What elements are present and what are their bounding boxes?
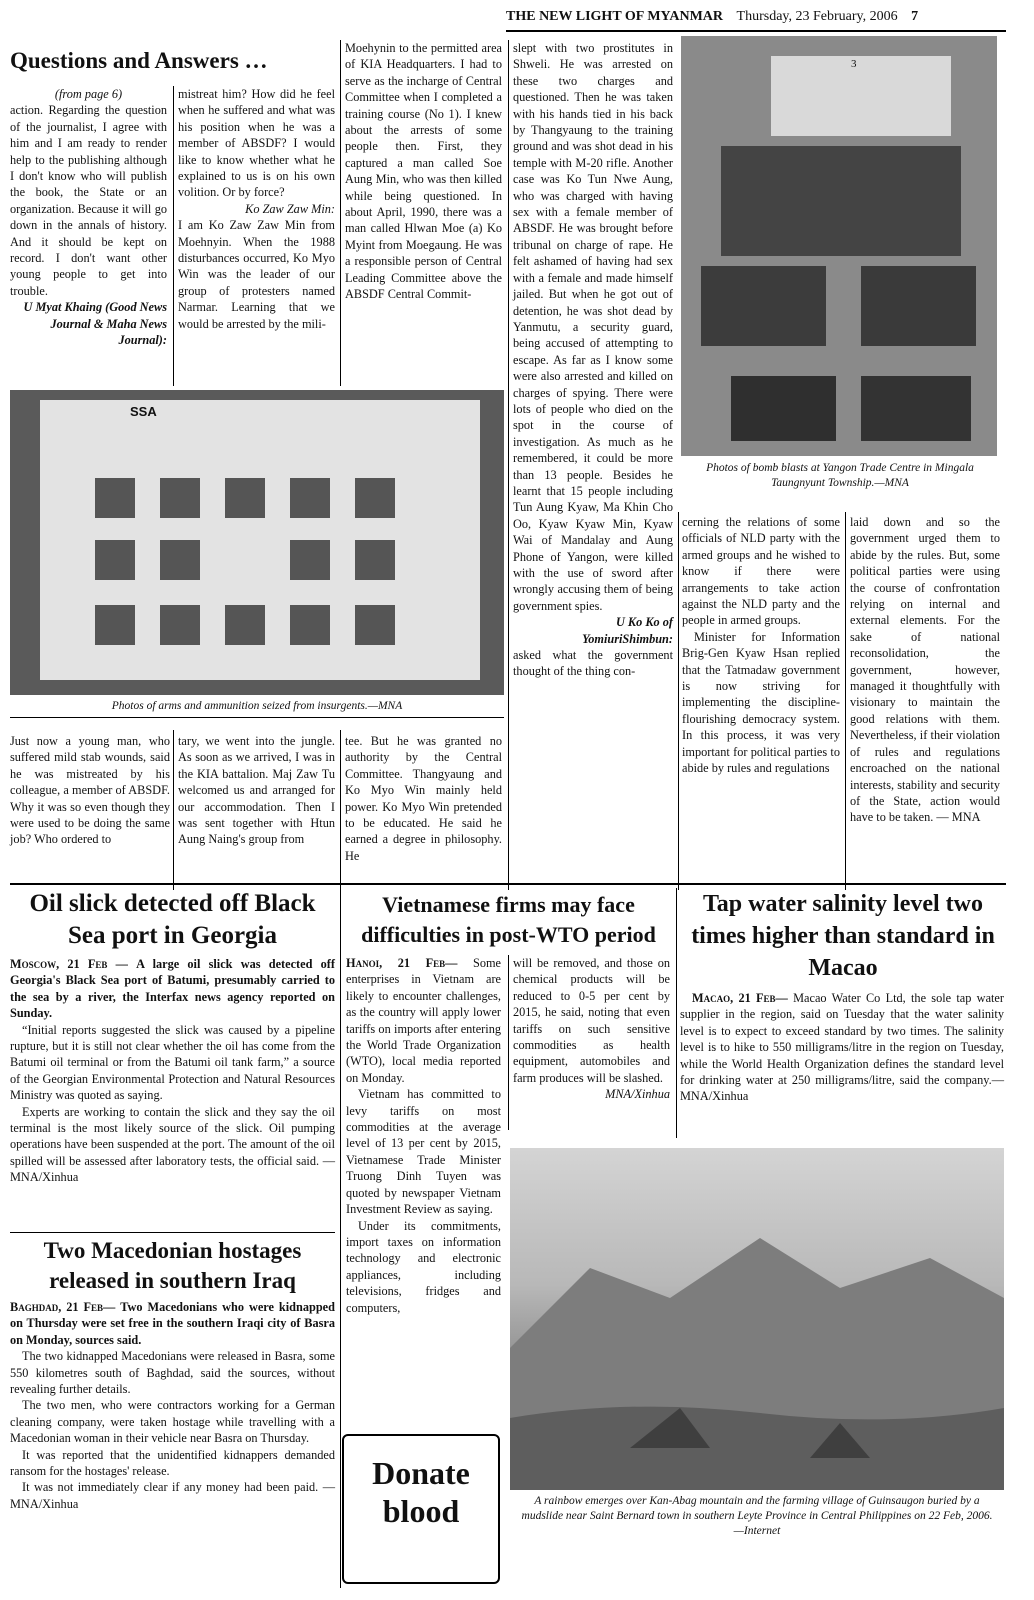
dateline: Baghdad, 21 Feb—	[10, 1300, 116, 1314]
masthead	[506, 8, 1006, 26]
qa-column-9	[850, 514, 1000, 826]
story-paragraph: Experts are working to contain the slick and they say the oil terminal is the most likely source of the slick. Oil pumping operations have been suspended at the port. The amount of the oil spilled will be assessed after laboratory tests, the official said. —MNA/Xinhua	[10, 1104, 335, 1185]
photo-print	[701, 266, 826, 346]
qa-column-8	[682, 514, 840, 777]
column-rule	[340, 40, 341, 386]
qa-paragraph: action. Regarding the question of the journalist, I agree with him and I am ready to render help to the publishing although I don't know who will publish the book, the State or an organization. Because it will go down in the annals of history. And it should be kept on record. I don't want other young people to get into trouble.	[10, 103, 167, 298]
lead-text: A large oil slick was detected off Georgia's Black Sea port of Batumi, presumably carried to the sea by a river, the Interfax news agency reported on Sunday.	[10, 957, 335, 1021]
photo-board	[40, 400, 480, 680]
oil-story	[10, 956, 335, 1186]
photo-board	[771, 56, 951, 136]
photo-print	[861, 266, 976, 346]
dateline: Hanoi, 21 Feb—	[346, 956, 458, 970]
column-rule	[173, 730, 174, 890]
credit: MNA/Xinhua	[605, 1087, 670, 1102]
qa-column-1	[10, 86, 167, 349]
viet-headline: Vietnamese firms may face difficulties in post-WTO period	[361, 892, 656, 947]
story-paragraph: The two men, who were contractors working for a German cleaning company, were taken hostage while travelling with a Macedonian woman in their vehicle near Basra on Thursday.	[10, 1398, 335, 1446]
qa-paragraph: tee. But he was granted no authority by the Central Committee. Thangyaung and Ko Myo Win mainly held power. Ko Myo Win pretended to be educated. He said he earned a degree in philosophy. He	[345, 734, 502, 863]
donate-line-1: Donate	[372, 1455, 470, 1491]
column-rule	[340, 888, 341, 1588]
speaker-label: U Ko Ko of YomiuriShimbun:	[582, 615, 673, 646]
column-rule	[845, 512, 846, 890]
photo-print	[721, 146, 961, 256]
qa-paragraph: mistreat him? How did he feel when he suffered and what was his position when he was a member of ABSDF? I would like to know whether what he explained to us is on his own volition. Or by force?	[178, 87, 335, 200]
rainbow-photo-caption: A rainbow emerges over Kan-Abag mountain and the farming village of Guinsaugon buried by a mudslide near Saint Bernard town in southern Leyte Province in Central Philippines on 22 Feb, 2006. —Internet	[521, 1495, 993, 1537]
qa-column-6	[178, 733, 335, 848]
qa-paragraph: cerning the relations of some officials of NLD party with the armed groups and he wished to know if there were arrangements to take action against the NLD party and the people in armed groups.	[682, 515, 840, 628]
story-paragraph: The two kidnapped Macedonians were released in Basra, some 550 kilometres south of Baghdad, said the sources, without revealing further details.	[10, 1349, 335, 1397]
story-paragraph: Under its commitments, import taxes on information technology and electronic appliances, including televisions, fridges and computers,	[346, 1218, 501, 1315]
dateline: Moscow, 21 Feb —	[10, 957, 128, 971]
photo-print	[95, 540, 135, 580]
qa-paragraph: Moehynin to the permitted area of KIA Headquarters. I had to serve as the incharge of Central Committee when I completed a training course (No 1). I knew about the arrests of some people then. First, they captured a man called Soe Aung Min, who was then killed while being questioned. In about April, 1990, there was a man called Hlwan Moe (a) Ko Myint from Moegaung. He was a responsible person of Central Leading Committee above the ABSDF Central Commit-	[345, 41, 502, 302]
photo-print	[160, 540, 200, 580]
qa-paragraph: I am Ko Zaw Zaw Min from Moehnyin. When the 1988 disturbances occurred, Ko Myo Win was the leader of our group of protesters named Narmar. Learning that we would be arrested by the mili-	[178, 218, 335, 331]
qa-column-7	[345, 733, 502, 864]
story-paragraph: Vietnam has committed to levy tariffs on most commodities at the average level of 13 per cent by 2015, Vietnamese Trade Minister Truong Dinh Tuyen was quoted by newspaper Vietnam Investment Review as saying.	[346, 1087, 501, 1217]
arms-photo-caption: Photos of arms and ammunition seized from insurgents.—MNA	[111, 700, 403, 712]
qa-paragraph: asked what the government thought of the thing con-	[513, 648, 673, 679]
arms-photo	[10, 390, 504, 695]
iraq-story	[10, 1299, 335, 1512]
column-rule	[173, 86, 174, 386]
photo-print	[355, 605, 395, 645]
caption-rule	[10, 717, 504, 718]
masthead-rule	[506, 30, 1006, 32]
qa-title: Questions and Answers …	[10, 48, 268, 73]
section-rule	[10, 1232, 335, 1233]
viet-column-1	[346, 955, 501, 1316]
oil-headline: Oil slick detected off Black Sea port in Georgia	[29, 890, 316, 949]
qa-column-3	[345, 40, 502, 303]
photo-print	[290, 478, 330, 518]
photo-print	[861, 376, 971, 441]
column-rule	[676, 888, 677, 1138]
qa-paragraph: Minister for Information Brig-Gen Kyaw Hsan replied that the Tatmadaw government is now striving for implementing the discipline-flourishing democracy system. In this process, it was very important for political parties to abide by rules and regulations	[682, 629, 840, 776]
qa-column-4	[513, 40, 673, 680]
rainbow-mudslide-photo	[510, 1148, 1004, 1490]
column-rule	[508, 955, 509, 1130]
story-text: Macao Water Co Ltd, the sole tap water supplier in the region, said on Tuesday that the water salinity level is to expect to exceed standard by two times. The salinity level is to hike to 550 milligrams/litre in the region on Tuesday, while the World Health Organization defines the standard level for drinking water at 250 milligrams/litre, said the company.— MNA/Xinhua	[680, 991, 1004, 1104]
qa-column-5	[10, 733, 170, 848]
masthead-date: Thursday, 23 February, 2006	[736, 9, 898, 24]
donate-blood-box	[342, 1434, 500, 1584]
iraq-headline: Two Macedonian hostages released in southern Iraq	[43, 1238, 302, 1293]
lead-text: Two Macedonians who were kidnapped on Thursday were set free in the southern Iraqi city of Basra on Monday, sources said.	[10, 1300, 335, 1347]
qa-column-2	[178, 86, 335, 332]
valley-ground	[510, 1407, 1004, 1490]
column-rule	[340, 730, 341, 890]
photo-print	[290, 605, 330, 645]
masthead-paper: THE NEW LIGHT OF MYANMAR	[506, 9, 724, 24]
photo-print	[160, 605, 200, 645]
photo-print	[355, 540, 395, 580]
story-paragraph: It was reported that the unidentified kidnappers demanded ransom for the hostages' release.	[10, 1447, 335, 1479]
dateline: Macao, 21 Feb—	[692, 991, 788, 1005]
story-paragraph: will be removed, and those on chemical products will be reduced to 0-5 per cent by 2015, he said, noting that even tariffs on such sensitive commodities as health equipment, automobiles and farm produces will be slashed.	[513, 956, 670, 1085]
macao-headline: Tap water salinity level two times higher than standard in Macao	[691, 891, 995, 981]
photo-print	[290, 540, 330, 580]
bomb-blast-photo	[681, 36, 997, 456]
photo-print	[225, 605, 265, 645]
speaker-label: U Myat Khaing (Good News Journal & Maha News Journal):	[23, 300, 167, 348]
photo-print	[225, 478, 265, 518]
donate-line-2: blood	[382, 1493, 460, 1529]
bomb-photo-caption: Photos of bomb blasts at Yangon Trade Centre in Mingala Taungnyunt Township.—MNA	[706, 462, 974, 489]
column-rule	[678, 512, 679, 890]
speaker-label: Ko Zaw Zaw Min:	[245, 201, 335, 216]
from-page-note: (from page 6)	[54, 87, 123, 101]
photo-print	[731, 376, 836, 441]
photo-print	[95, 605, 135, 645]
story-paragraph: “Initial reports suggested the slick was caused by a pipeline rupture, but it is still not clear whether the oil has come from the Batumi oil terminal or from the Batumi oil tank farm,” a source of the Georgian Environmental Protection and Natural Resources Ministry was quoted as saying.	[10, 1022, 335, 1103]
viet-column-2	[513, 955, 670, 1103]
column-rule	[508, 40, 509, 890]
qa-paragraph: slept with two prostitutes in Shweli. He was arrested on these two charges and questioned. Then he was taken with his hands tied in his back by Thangyaung to the training ground and was shot dead in his temple with M-20 rifle. Another case was Ko Tun Nwe Aung, who was charged with having sex with a female member of ABSDF. He was brought before tribunal on charge of rape. He felt ashamed of having had sex with a female and made himself jailed. But when he got out of detention, he was shot dead by Yanmutu, a security guard, being accused of attempting to escape. As far as I know some were also arrested and killed on charges of spying. There were lots of people who died on the spot in the course of investigation. As much as he remembered, it could be more than 13 people. Besides he learnt that 15 people including Tun Aung Kyaw, Ma Khin Cho Oo, Kyaw Kyaw Min, Kyaw Wai of Mandalay and Aung Phone of Yangon, were killed with the use of sword after wrongly accusing them of being government spies.	[513, 41, 673, 613]
story-text: Some enterprises in Vietnam are likely to encounter challenges, as the country will apply lower tariffs on imports after entering the World Trade Organization (WTO), local media reported on Monday.	[346, 956, 501, 1085]
board-label: 3	[851, 58, 857, 70]
section-rule	[10, 883, 1006, 885]
macao-story	[680, 990, 1004, 1105]
photo-print	[95, 478, 135, 518]
photo-print	[160, 478, 200, 518]
mountain-shapes	[510, 1148, 1004, 1490]
qa-paragraph: tary, we went into the jungle. As soon as we arrived, I was in the KIA battalion. Maj Zaw Tu welcomed us and arranged for our accommodation. Then I was sent together with Htun Aung Naing's group from	[178, 734, 335, 847]
qa-paragraph: Just now a young man, who suffered mild stab wounds, said he was mistreated by his colleague, a member of ABSDF. Why it was so even though they were used to be doing the same job? Who ordered to	[10, 734, 170, 847]
board-label: SSA	[130, 404, 157, 419]
page-number: 7	[911, 9, 919, 24]
story-paragraph: It was not immediately clear if any money had been paid. — MNA/Xinhua	[10, 1480, 335, 1511]
photo-print	[355, 478, 395, 518]
qa-paragraph: laid down and so the government urged them to abide by the rules. But, some political parties were using the course of confrontation relying on internal and external elements. For the sake of national reconsolidation, the government, however, managed it thoughtfully with visionary to maintain the good relations with them. Nevertheless, if their violation of rules and regulations encroached on the national interests, stability and security of the State, action would have to be taken. — MNA	[850, 515, 1000, 825]
